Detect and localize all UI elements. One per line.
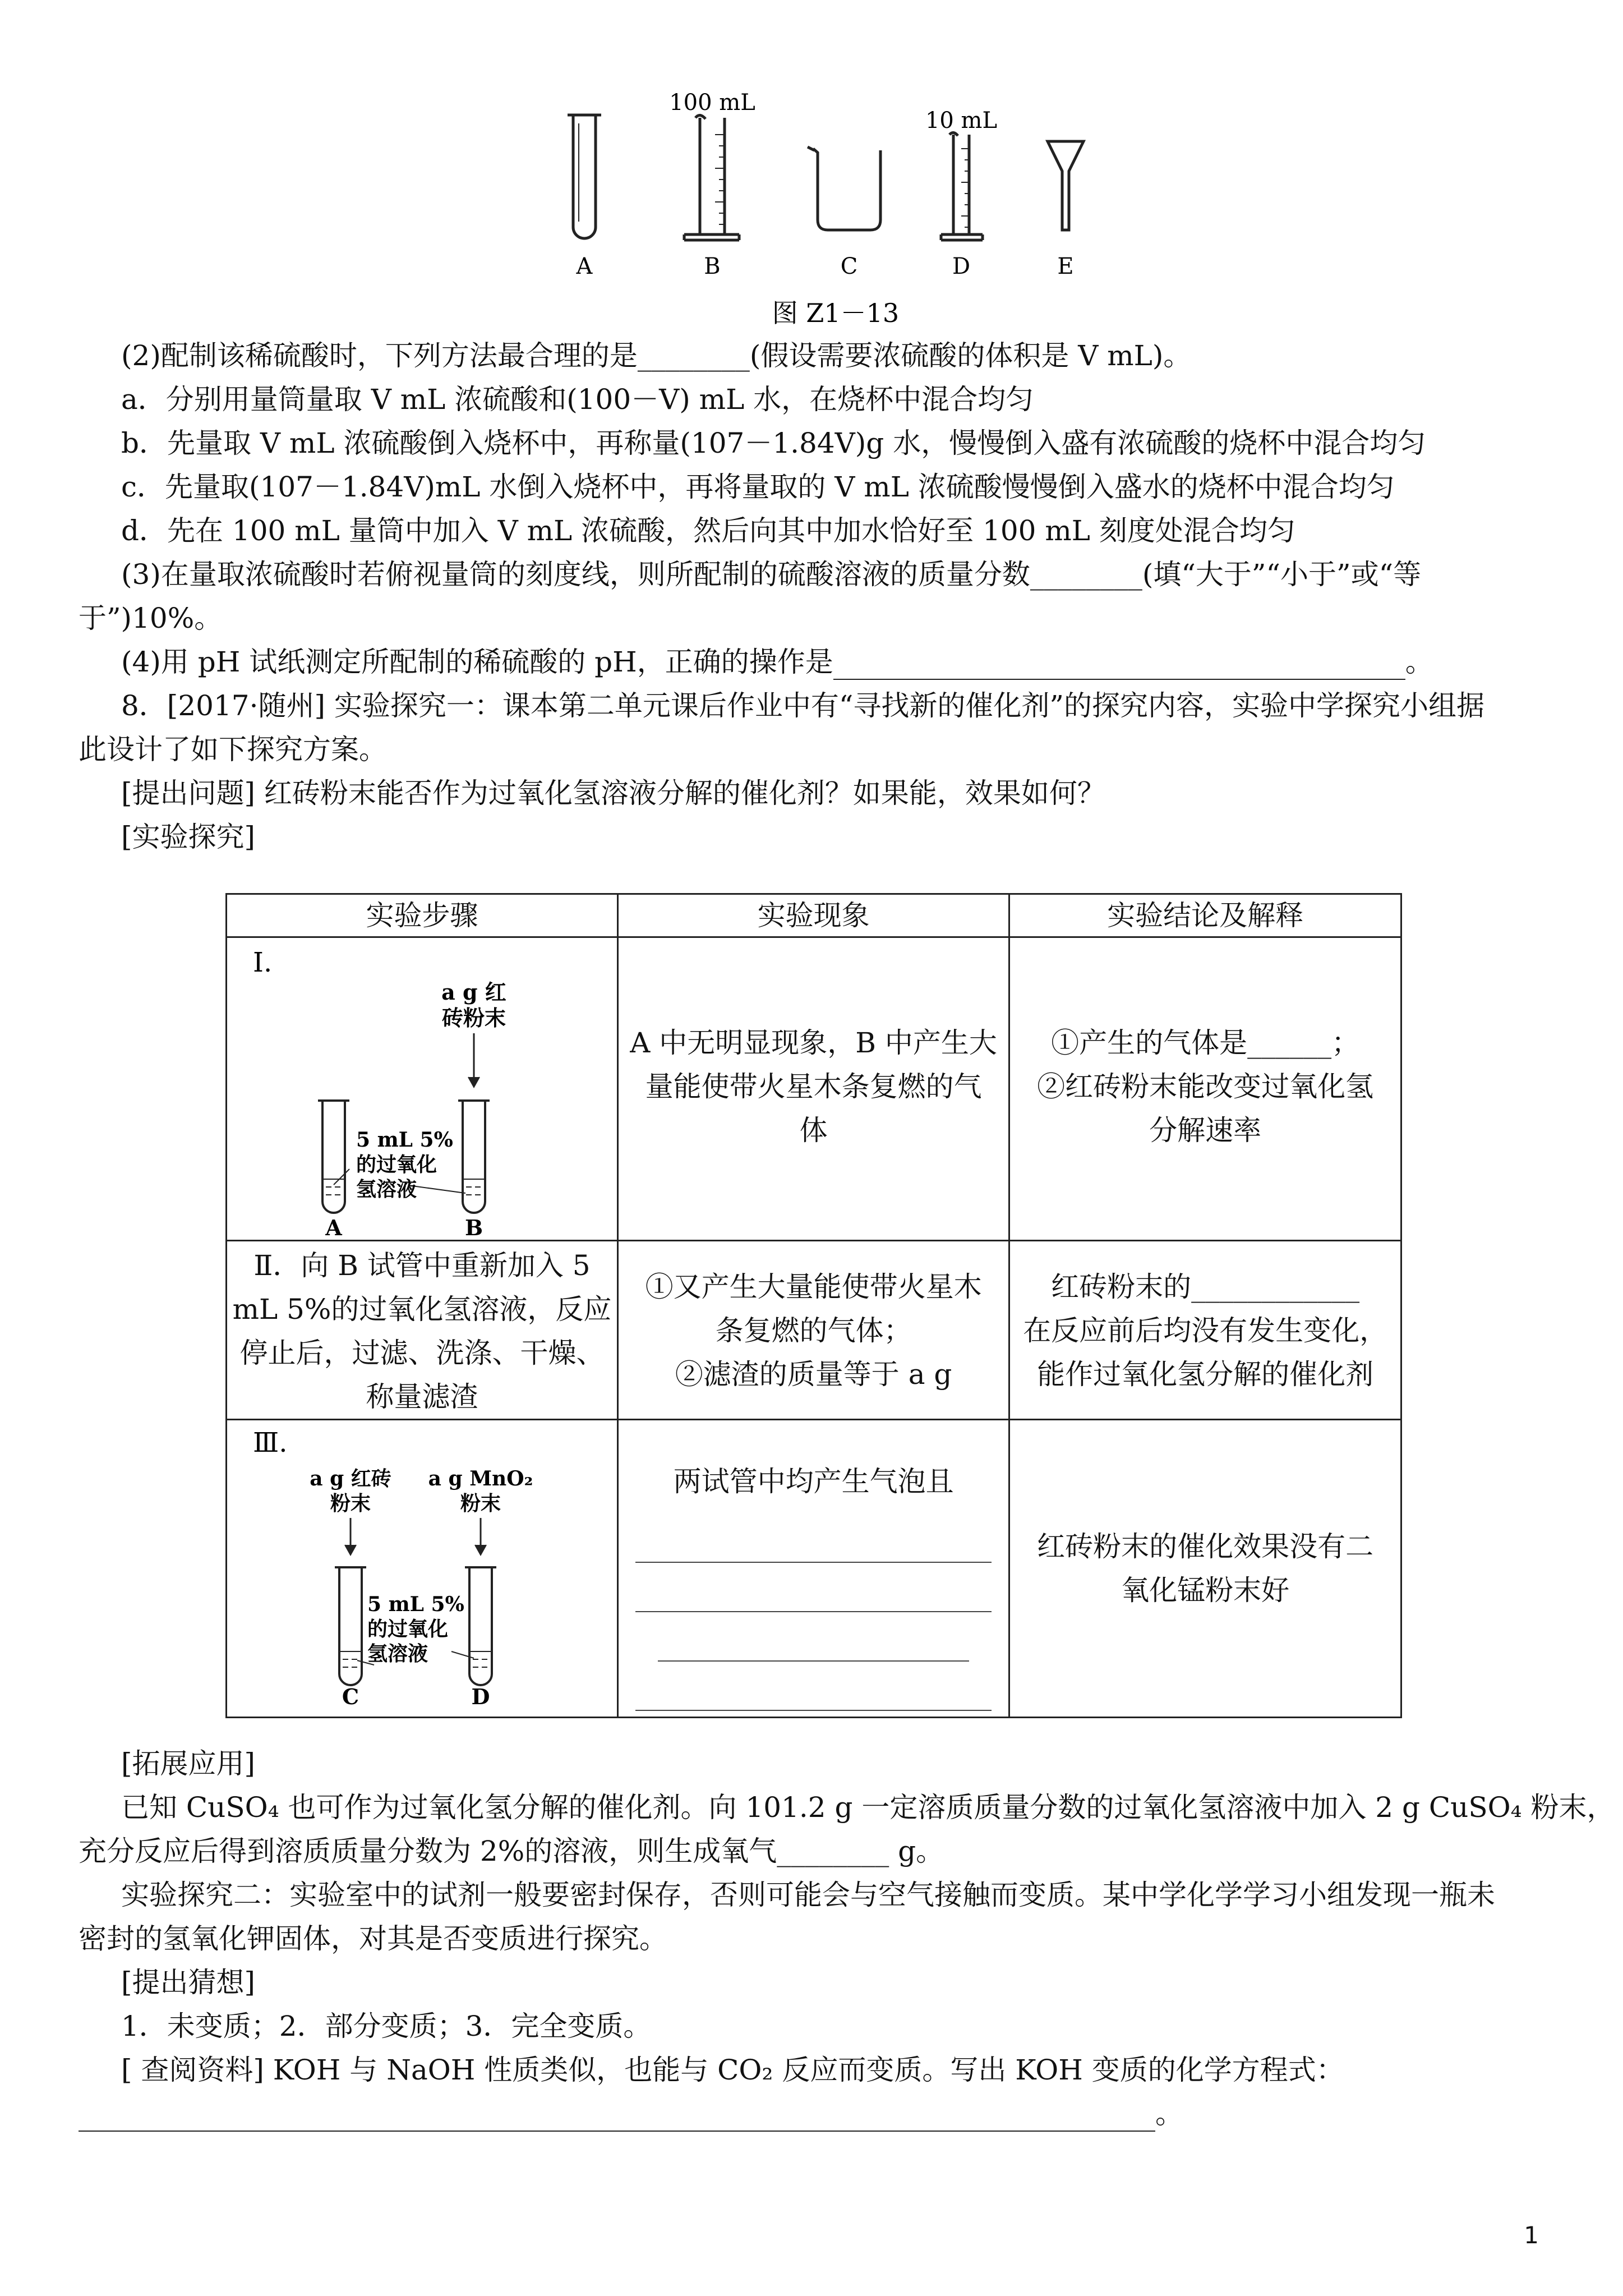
row1-solution-label-3: 氢溶液 [356, 1177, 417, 1201]
equation-line [79, 2096, 1183, 2132]
row1-phenomenon-line3: 体 [799, 1114, 828, 1147]
row3-tube-d-label: D [471, 1684, 490, 1709]
row1-solution-label-1: 5 mL 5% [356, 1128, 453, 1152]
row1-step-label: Ⅰ. [253, 947, 273, 978]
row1-conclusion-line2: ②红砖粉末能改变过氧化氢 [1037, 1070, 1374, 1103]
q2-stem: (2)配制该稀硫酸时，下列方法最合理的是________(假设需要浓硫酸的体积是 V mL)。 [121, 339, 1192, 372]
funnel [1048, 141, 1083, 230]
row3-solution-label-3: 氢溶液 [367, 1642, 428, 1665]
label-b: B [704, 254, 721, 279]
row3-phenomenon [617, 1420, 1009, 1718]
label-c: C [840, 254, 858, 279]
graduated-cylinder-10ml [941, 132, 983, 240]
row3-powder1-label-2: 粉末 [330, 1492, 371, 1515]
row1-conclusion [1009, 937, 1401, 1241]
beaker [808, 147, 880, 230]
label-d: D [952, 254, 971, 279]
row3-powder2-label-1: a g MnO₂ [428, 1467, 533, 1490]
test-tube-a [568, 115, 601, 238]
equation-end: 。 [1155, 2097, 1183, 2130]
label-a: A [576, 254, 593, 279]
row2-step-line3: 停止后，过滤、洗涤、干燥、 [239, 1337, 605, 1369]
experiment-table [225, 893, 1402, 1718]
row3-experiment-figure [227, 1420, 615, 1714]
header-steps: 实验步骤 [227, 894, 618, 937]
row3-conclusion-line2: 氧化锰粉末好 [1121, 1574, 1290, 1607]
label-e: E [1057, 254, 1074, 279]
header-conclusion: 实验结论及解释 [1009, 894, 1401, 937]
cylinder-d-volume-label: 10 mL [925, 108, 998, 134]
row2-conclusion [1009, 1241, 1401, 1420]
q3-line1: (3)在量取浓硫酸时若俯视量筒的刻度线，则所配制的硫酸溶液的质量分数________(填“大于”“小于”或“等 [121, 558, 1422, 591]
row2-phenomenon [617, 1241, 1009, 1420]
q2-option-b: b．先量取 V mL 浓硫酸倒入烧杯中，再称量(107－1.84V)g 水，慢慢倒入盛有浓硫酸的烧杯中混合均匀 [121, 427, 1426, 459]
equation-answer-blank[interactable] [79, 2105, 1155, 2132]
page-number: 1 [1524, 2221, 1539, 2249]
apparatus-figure [0, 0, 1623, 337]
row3-step-label: Ⅲ. [253, 1427, 288, 1458]
row1-conclusion-line1: ①产生的气体是______； [1051, 1027, 1360, 1059]
row3-answer-line-4[interactable] [635, 1662, 992, 1711]
row1-step [227, 937, 618, 1241]
extend-line1: 已知 CuSO₄ 也可作为过氧化氢分解的催化剂。向 101.2 g 一定溶质质量分数的过氧化氢溶液中加入 2 g CuSO₄ 粉末， [121, 1791, 1615, 1824]
row1-powder-label-1: a g 红 [441, 979, 506, 1005]
row3-answer-line-2[interactable] [635, 1563, 992, 1612]
row3-solution-label-2: 的过氧化 [367, 1617, 449, 1641]
row3-powder1-label-1: a g 红砖 [310, 1467, 391, 1490]
row1-phenomenon [617, 937, 1009, 1241]
extend-heading: [拓展应用] [121, 1747, 256, 1780]
row3-powder2-label-2: 粉末 [460, 1492, 501, 1515]
q2-option-a: a．分别用量筒量取 V mL 浓硫酸和(100－V) mL 水，在烧杯中混合均匀 [121, 383, 1034, 416]
figure-caption: 图 Z1－13 [772, 298, 900, 328]
row1-powder-label-2: 砖粉末 [441, 1005, 506, 1030]
row2-phenomenon-line1: ①又产生大量能使带火星木 [645, 1271, 982, 1303]
row1-experiment-figure [227, 938, 615, 1237]
row2-conclusion-line2: 在反应前后均没有发生变化， [1023, 1314, 1388, 1347]
row3-solution-label-1: 5 mL 5% [367, 1593, 464, 1616]
row3-phenomenon-text: 两试管中均产生气泡且 [673, 1465, 954, 1498]
row1-tube-a-label: A [325, 1215, 342, 1237]
row2-step-line2: mL 5%的过氧化氢溶液，反应 [232, 1293, 612, 1326]
row3-answer-line-1[interactable] [635, 1513, 992, 1563]
exp2-line1: 实验探究二：实验室中的试剂一般要密封保存，否则可能会与空气接触而变质。某中学化学学习小组发现一瓶未 [121, 1879, 1495, 1911]
row3-answer-line-3[interactable] [658, 1612, 969, 1662]
extend-line2: 充分反应后得到溶质质量分数为 2%的溶液，则生成氧气________ g。 [79, 1835, 944, 1867]
guess-heading: [提出猜想] [121, 1966, 256, 1999]
row1-tube-b-label: B [464, 1215, 483, 1237]
q4-text [121, 644, 1433, 680]
header-phenomenon: 实验现象 [617, 894, 1009, 937]
q2-option-c: c．先量取(107－1.84V)mL 水倒入烧杯中，再将量取的 V mL 浓硫酸慢慢倒入盛水的烧杯中混合均匀 [121, 471, 1395, 503]
q3-line2: 于”)10%。 [79, 602, 223, 634]
row2-conclusion-line3: 能作过氧化氢分解的催化剂 [1037, 1358, 1374, 1391]
guess-list: 1．未变质；2．部分变质；3．完全变质。 [121, 2010, 652, 2042]
row3-conclusion [1009, 1420, 1401, 1718]
q8-explore-heading: [实验探究] [121, 821, 256, 853]
exp2-line2: 密封的氢氧化钾固体，对其是否变质进行探究。 [79, 1922, 667, 1955]
q4-prompt: (4)用 pH 试纸测定所配制的稀硫酸的 pH，正确的操作是 [121, 646, 833, 678]
q4-end: 。 [1405, 646, 1433, 678]
q8-line2: 此设计了如下探究方案。 [79, 733, 387, 766]
cylinder-b-volume-label: 100 mL [669, 90, 755, 116]
row1-phenomenon-line1: A 中无明显现象，B 中产生大 [630, 1027, 997, 1059]
lookup-line: [ 查阅资料] KOH 与 NaOH 性质类似，也能与 CO₂ 反应而变质。写出 KOH 变质的化学方程式： [121, 2054, 1344, 2086]
row2-step [227, 1241, 618, 1420]
q4-answer-blank[interactable] [833, 653, 1405, 680]
row2-phenomenon-line2: 条复燃的气体； [715, 1314, 912, 1347]
row3-tube-c-label: C [342, 1684, 359, 1709]
row2-step-line4: 称量滤渣 [366, 1381, 478, 1413]
q8-question: [提出问题] 红砖粉末能否作为过氧化氢溶液分解的催化剂？如果能，效果如何？ [121, 777, 1105, 809]
row2-phenomenon-line3: ②滤渣的质量等于 a g [675, 1358, 952, 1391]
row1-solution-label-2: 的过氧化 [356, 1153, 437, 1176]
q8-line1: 8．[2017·随州] 实验探究一：课本第二单元课后作业中有“寻找新的催化剂”的探究内容，实验中学探究小组据 [121, 689, 1484, 722]
row2-step-line1: Ⅱ．向 B 试管中重新加入 5 [253, 1249, 591, 1282]
row1-conclusion-line3: 分解速率 [1149, 1114, 1262, 1147]
row2-conclusion-line1: 红砖粉末的____________ [1051, 1271, 1360, 1303]
q2-option-d: d．先在 100 mL 量筒中加入 V mL 浓硫酸，然后向其中加水恰好至 100 mL 刻度处混合均匀 [121, 514, 1295, 547]
row3-conclusion-line1: 红砖粉末的催化效果没有二 [1037, 1530, 1374, 1563]
row1-phenomenon-line2: 量能使带火星木条复燃的气 [645, 1070, 982, 1103]
graduated-cylinder-100ml [684, 115, 739, 240]
row3-step [227, 1420, 618, 1718]
